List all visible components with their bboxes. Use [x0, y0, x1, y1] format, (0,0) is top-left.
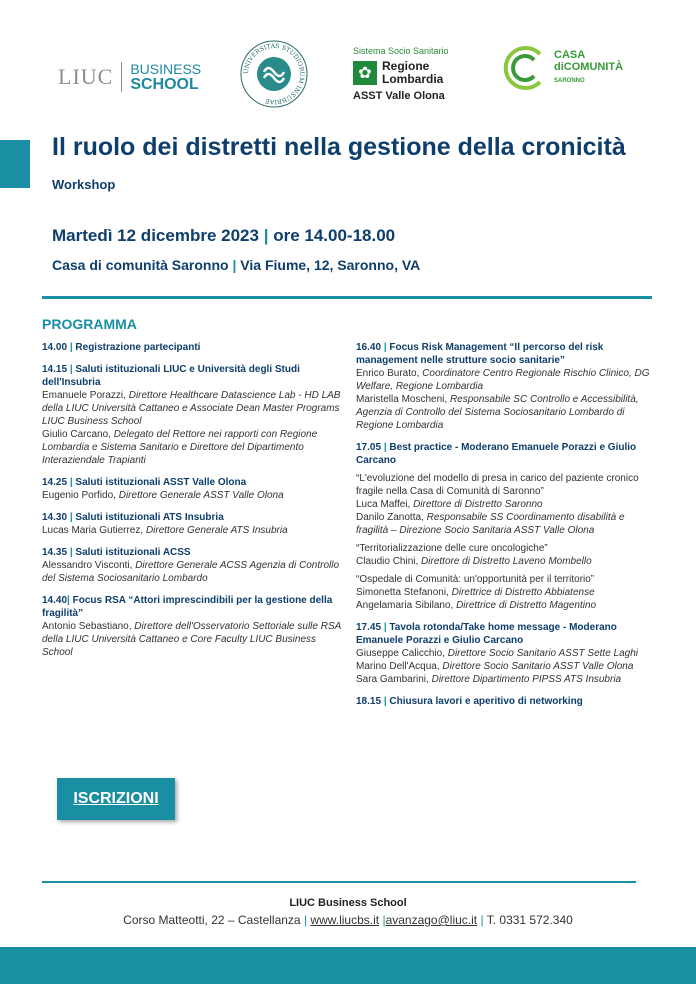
program-item: 17.05 | Best practice - Moderano Emanuele Porazzi e Giulio Carcano “L'evoluzione del modello di presa in carico del paziente cronico fragile nella Casa di Comunità di Saronno” Luca Maffei, Direttore di Distretto Saronno Danilo Zanotta, Responsabile SS Coordinamento disabilità e fragilità – Direzione Socio Sanitaria ASST Valle Olona “Territorializzazione delle cure oncologiche” Claudio Chini, Direttore di Distretto Laveno Mombello “Ospedale di Comunità: un'opportunità per il territorio” Simonetta Stefanoni, Direttrice di Distretto Abbiatense Angelamaria Sibilano, Direttrice di Distretto Magentino: [356, 442, 639, 611]
footer-bar: [0, 947, 696, 984]
program-item: 14.30 | Saluti istituzionali ATS Insubria Lucas Maria Gutierrez, Direttore Generale ATS Insubria: [42, 512, 288, 536]
footer-title: LIUC Business School: [289, 897, 407, 909]
program-item: 14.00 | Registrazione partecipanti: [42, 342, 201, 353]
email-link[interactable]: avanzago@liuc.it: [385, 913, 478, 927]
iscrizioni-button[interactable]: ISCRIZIONI: [57, 778, 175, 820]
program-item: 14.15 | Saluti istituzionali LIUC e Università degli Studi dell'Insubria Emanuele Porazzi, Direttore Healthcare Datascience Lab - HD LAB della LIUC Università Cattaneo e Associate Dean Master Programs LIUC Business School Giulio Carcano, Delegato del Rettore nei rapporti con Regione Lombardia e Sistema Sanitario e Direttore del Dipartimento Interaziendale Trapianti: [42, 364, 341, 466]
casa-di-comunita-logo: CASA diCOMUNITÀ SARONNO: [500, 44, 623, 92]
event-date: Martedì 12 dicembre 2023 | ore 14.00-18.00: [52, 226, 396, 245]
page-title: Il ruolo dei distretti nella gestione della cronicità: [52, 133, 626, 161]
program-item: 18.15 | Chiusura lavori e aperitivo di networking: [356, 696, 583, 707]
programma-heading: PROGRAMMA: [42, 316, 137, 332]
regione-lombardia-logo: Sistema Socio Sanitario ✿ Regione Lombardia ASST Valle Olona: [353, 46, 449, 102]
svg-text:UNIVERSITAS STUDIORUM INSUBRIA: UNIVERSITAS STUDIORUM INSUBRIAE: [242, 42, 306, 106]
program-item: 16.40 | Focus Risk Management “Il percorso del risk management nelle strutture socio sanitarie” Enrico Burato, Coordinatore Centro Regionale Rischio Clinico, DG Welfare, Regione Lombardia Maristella Moscheni, Responsabile SC Controllo e Accessibilità, Agenzia di Controllo del Sistema Sociosanitario Lombardo di Regione Lombardia: [356, 342, 650, 431]
program-item: 14.35 | Saluti istituzionali ACSS Alessandro Visconti, Direttore Generale ACSS Agenzia di Controllo del Sistema Sociosanitario Lombardo: [42, 547, 340, 584]
footer-contacts: Corso Matteotti, 22 – Castellanza | www.liucbs.it |avanzago@liuc.it | T. 0331 572.340: [123, 913, 573, 927]
event-place: Casa di comunità Saronno | Via Fiume, 12, Saronno, VA: [52, 257, 421, 273]
program-item: 14.40| Focus RSA “Attori imprescindibili per la gestione della fragilità” Antonio Sebastiano, Direttore dell'Osservatorio Settoriale sulle RSA della LIUC Università Cattaneo e Core Faculty LIUC Business School: [42, 595, 341, 658]
page-subtitle: Workshop: [52, 177, 116, 192]
footer-divider: [42, 881, 636, 883]
accent-bar: [0, 140, 30, 188]
casa-comunita-icon: [500, 44, 548, 92]
liuc-business-school-logo: LIUC BUSINESS SCHOOL: [58, 61, 202, 93]
rosa-camuna-icon: ✿: [353, 61, 377, 85]
program-left-column: [42, 341, 342, 668]
program-item: 17.45 | Tavola rotonda/Take home message - Moderano Emanuele Porazzi e Giulio Carcano Giuseppe Calicchio, Direttore Socio Sanitario ASST Sette Laghi Marino Dell'Acqua, Direttore Socio Sanitario ASST Valle Olona Sara Gambarini, Direttore Dipartimento PIPSS ATS Insubria: [356, 622, 639, 685]
insubria-seal-icon: [240, 40, 308, 108]
website-link[interactable]: www.liucbs.it: [310, 913, 380, 927]
program-right-column: [356, 341, 656, 717]
divider: [42, 296, 652, 299]
program-item: 14.25 | Saluti istituzionali ASST Valle Olona Eugenio Porfido, Direttore Generale ASST Valle Olona: [42, 477, 284, 501]
logo-bar: [0, 40, 696, 110]
